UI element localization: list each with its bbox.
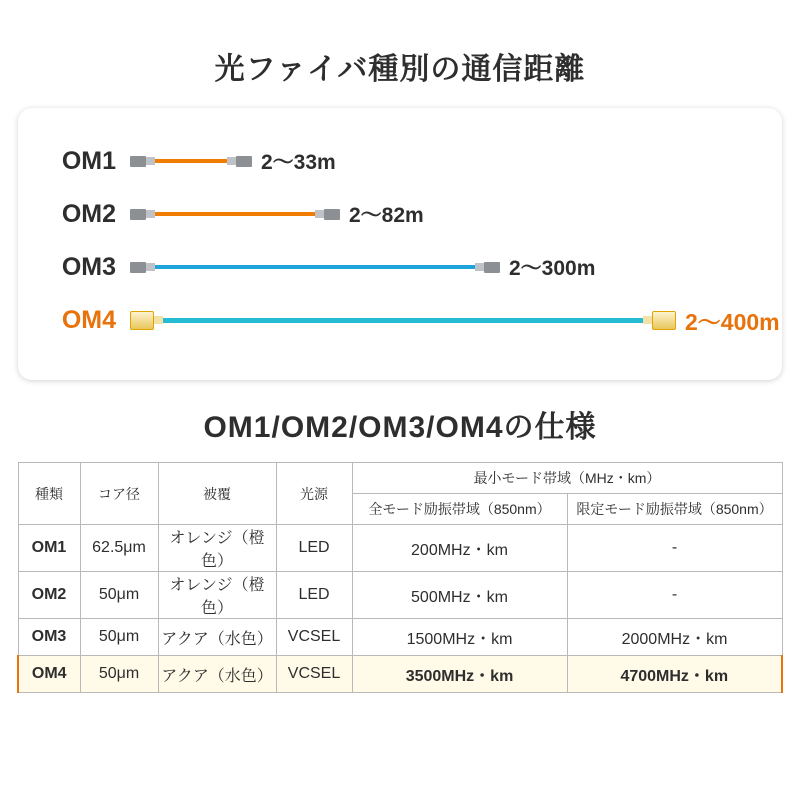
cell-kind: OM3 (18, 619, 80, 656)
cable-boot (146, 157, 155, 165)
spec-section-title: OM1/OM2/OM3/OM4の仕様 (203, 411, 597, 444)
distance-section-title: 光ファイバ種別の通信距離 (214, 53, 586, 86)
cell-coating: オレンジ（橙色） (158, 525, 276, 572)
fiber-label-om1: OM1 (61, 146, 116, 175)
distance-chart-card (18, 108, 782, 380)
header-core: コア径 (80, 463, 158, 525)
cell-limited-mode: - (567, 572, 782, 619)
cable-line-orange (155, 212, 315, 216)
fiber-row-om2 (18, 191, 782, 237)
cell-full-mode: 3500MHz・km (352, 656, 567, 693)
connector-icon (324, 209, 340, 220)
cell-core: 50μm (80, 619, 158, 656)
connector-icon (130, 156, 146, 167)
cable-boot (315, 210, 324, 218)
cable-boot (475, 263, 484, 271)
header-full-mode: 全モード励振帯域（850nm） (352, 494, 567, 525)
header-coating: 被覆 (158, 463, 276, 525)
cell-kind: OM4 (18, 656, 80, 693)
cell-kind: OM1 (18, 525, 80, 572)
connector-icon (652, 311, 676, 330)
cable-boot (146, 263, 155, 271)
table-row (18, 572, 782, 619)
table-row (18, 619, 782, 656)
fiber-row-om3 (18, 244, 782, 290)
table-row (18, 525, 782, 572)
cell-full-mode: 1500MHz・km (352, 619, 567, 656)
fiber-cable-om4 (130, 307, 676, 333)
header-source: 光源 (276, 463, 352, 525)
connector-icon (130, 262, 146, 273)
fiber-distance-om3: 2〜300m (509, 257, 596, 280)
fiber-cable-om2 (130, 201, 340, 227)
connector-icon (236, 156, 252, 167)
fiber-cable-om3 (130, 254, 500, 280)
cell-full-mode: 200MHz・km (352, 525, 567, 572)
cell-source: LED (276, 525, 352, 572)
cable-line-aqua (163, 318, 643, 323)
fiber-cable-om1 (130, 148, 252, 174)
cable-boot (227, 157, 236, 165)
fiber-label-om4: OM4 (61, 305, 116, 334)
header-limited-mode: 限定モード励振帯域（850nm） (567, 494, 782, 525)
table-header-row (18, 463, 782, 494)
fiber-row-om1 (18, 138, 782, 184)
cell-source: LED (276, 572, 352, 619)
cable-boot (643, 316, 652, 324)
spec-table (17, 462, 783, 693)
cell-source: VCSEL (276, 619, 352, 656)
cell-coating: アクア（水色） (158, 619, 276, 656)
cable-line-orange (155, 159, 227, 163)
connector-icon (130, 209, 146, 220)
cell-core: 50μm (80, 656, 158, 693)
header-bandwidth-group: 最小モード帯域（MHz・km） (352, 463, 782, 494)
fiber-distance-om4: 2〜400m (685, 308, 780, 335)
cell-kind: OM2 (18, 572, 80, 619)
cable-boot (154, 316, 163, 324)
fiber-row-om4 (18, 297, 782, 343)
cell-coating: オレンジ（橙色） (158, 572, 276, 619)
cell-core: 62.5μm (80, 525, 158, 572)
cell-limited-mode: - (567, 525, 782, 572)
cell-source: VCSEL (276, 656, 352, 693)
cable-boot (146, 210, 155, 218)
cell-coating: アクア（水色） (158, 656, 276, 693)
connector-icon (130, 311, 154, 330)
cell-core: 50μm (80, 572, 158, 619)
fiber-label-om2: OM2 (61, 199, 116, 228)
connector-icon (484, 262, 500, 273)
cell-full-mode: 500MHz・km (352, 572, 567, 619)
cell-limited-mode: 2000MHz・km (567, 619, 782, 656)
header-kind: 種類 (18, 463, 80, 525)
cable-line-aqua (155, 265, 475, 269)
cell-limited-mode: 4700MHz・km (567, 656, 782, 693)
fiber-label-om3: OM3 (61, 252, 116, 281)
table-row-highlighted (18, 656, 782, 693)
fiber-distance-om2: 2〜82m (349, 204, 424, 227)
fiber-distance-om1: 2〜33m (261, 151, 336, 174)
